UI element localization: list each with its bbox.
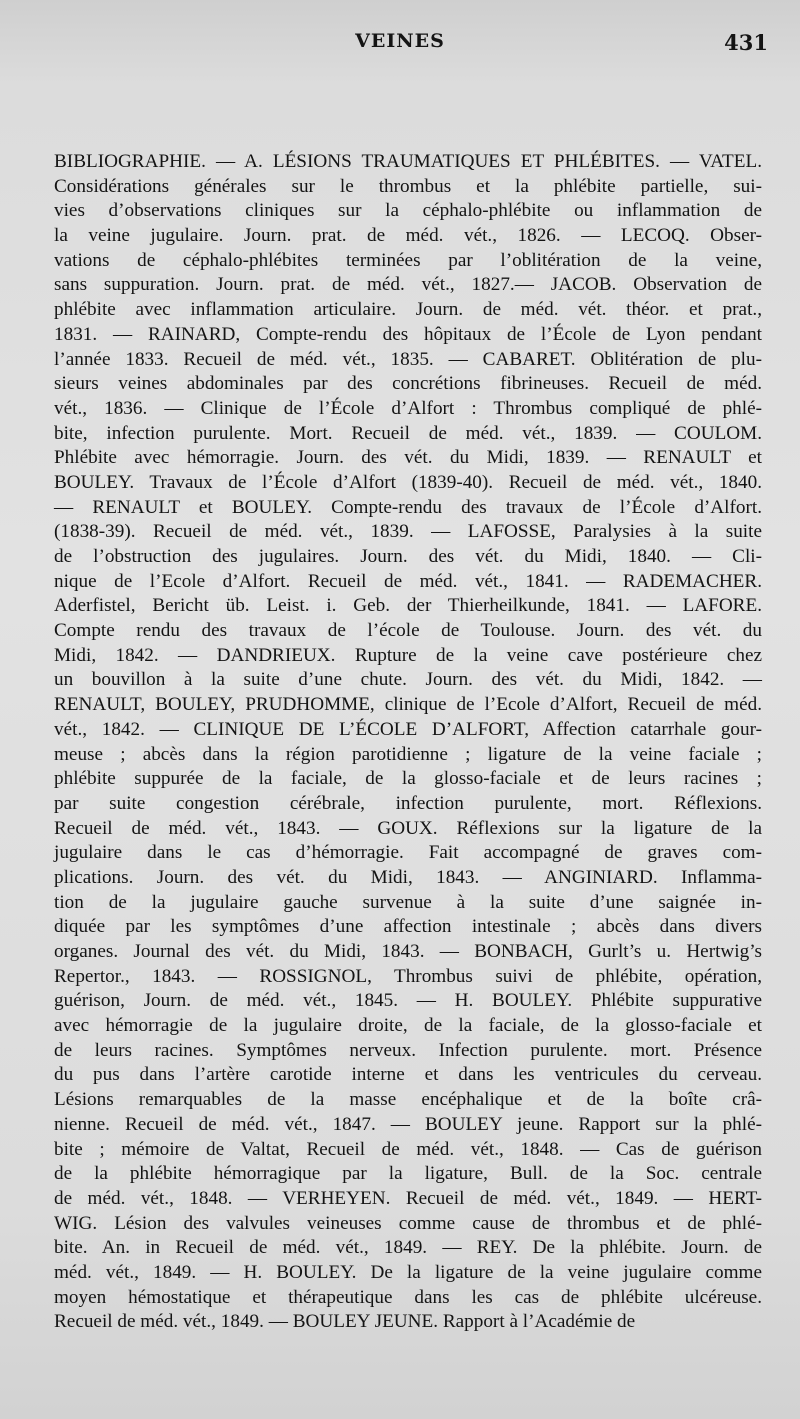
text-line: de la phlébite hémorragique par la ligature, Bull. de la Soc. centrale <box>54 1163 762 1185</box>
text-line: l’année 1833. Recueil de méd. vét., 1835. — CABARET. Oblitération de plu- <box>54 348 762 370</box>
text-line: vét., 1842. — CLINIQUE DE L’ÉCOLE D’ALFORT, Affection catarrhale gour- <box>54 718 762 740</box>
text-line: WIG. Lésion des valvules veineuses comme cause de thrombus et de phlé- <box>54 1212 762 1234</box>
text-line: un bouvillon à la suite d’une chute. Journ. des vét. du Midi, 1842. — <box>54 669 762 691</box>
text-line: diquée par les symptômes d’une affection intestinale ; abcès dans divers <box>54 916 762 938</box>
text-line: plications. Journ. des vét. du Midi, 1843. — ANGINIARD. Inflamma- <box>54 866 762 888</box>
text-line: Considérations générales sur le thrombus et la phlébite partielle, sui- <box>54 175 762 197</box>
text-line: Repertor., 1843. — ROSSIGNOL, Thrombus suivi de phlébite, opération, <box>54 965 762 987</box>
text-line: phlébite suppurée de la faciale, de la glosso-faciale et de leurs racines ; <box>54 768 762 790</box>
text-line: guérison, Journ. de méd. vét., 1845. — H. BOULEY. Phlébite suppurative <box>54 990 762 1012</box>
text-line: vations de céphalo-phlébites terminées par l’oblitération de la veine, <box>54 249 762 271</box>
text-line: de leurs racines. Symptômes nerveux. Infection purulente. mort. Présence <box>54 1039 762 1061</box>
text-line: par suite congestion cérébrale, infection purulente, mort. Réflexions. <box>54 792 762 814</box>
text-line: vies d’observations cliniques sur la céphalo-phlébite ou inflammation de <box>54 200 762 222</box>
page-header <box>0 30 800 60</box>
bibliography-text <box>54 150 762 1335</box>
text-line: BIBLIOGRAPHIE. — A. LÉSIONS TRAUMATIQUES ET PHLÉBITES. — VATEL. <box>54 151 762 172</box>
text-line: (1838-39). Recueil de méd. vét., 1839. — LAFOSSE, Paralysies à la suite <box>54 521 762 543</box>
text-line: 1831. — RAINARD, Compte-rendu des hôpitaux de l’École de Lyon pendant <box>54 323 762 345</box>
text-line: tion de la jugulaire gauche survenue à la suite d’une saignée in- <box>54 891 762 913</box>
text-line: Recueil de méd. vét., 1849. — BOULEY JEUNE. Rapport à l’Académie de <box>54 1311 636 1333</box>
text-line: moyen hémostatique et thérapeutique dans les cas de phlébite ulcéreuse. <box>54 1286 762 1308</box>
text-line: Recueil de méd. vét., 1843. — GOUX. Réflexions sur la ligature de la <box>54 817 762 839</box>
text-line: Midi, 1842. — DANDRIEUX. Rupture de la veine cave postérieure chez <box>54 644 762 666</box>
text-line: de méd. vét., 1848. — VERHEYEN. Recueil de méd. vét., 1849. — HERT- <box>54 1187 762 1209</box>
text-line: bite, infection purulente. Mort. Recueil de méd. vét., 1839. — COULOM. <box>54 422 762 444</box>
page-number: 431 <box>724 30 768 55</box>
text-line: meuse ; abcès dans la région parotidienne ; ligature de la veine faciale ; <box>54 743 762 765</box>
text-line: méd. vét., 1849. — H. BOULEY. De la ligature de la veine jugulaire comme <box>54 1261 762 1283</box>
text-line: vét., 1836. — Clinique de l’École d’Alfort : Thrombus compliqué de phlé- <box>54 397 762 419</box>
running-title: VEINES <box>355 30 445 52</box>
text-line: jugulaire dans le cas d’hémorragie. Fait accompagné de graves com- <box>54 842 762 864</box>
text-line: Lésions remarquables de la masse encéphalique et de la boîte crâ- <box>54 1089 762 1111</box>
text-line: de l’obstruction des jugulaires. Journ. des vét. du Midi, 1840. — Cli- <box>54 546 762 567</box>
text-line: Compte rendu des travaux de l’école de Toulouse. Journ. des vét. du <box>54 620 762 642</box>
text-line: Phlébite avec hémorragie. Journ. des vét. du Midi, 1839. — RENAULT et <box>54 447 762 469</box>
text-line: bite ; mémoire de Valtat, Recueil de méd. vét., 1848. — Cas de guérison <box>54 1138 762 1160</box>
text-line: nique de l’Ecole d’Alfort. Recueil de méd. vét., 1841. — RADEMACHER. <box>54 570 762 592</box>
text-line: organes. Journal des vét. du Midi, 1843. — BONBACH, Gurlt’s u. Hertwig’s <box>54 941 762 962</box>
text-line: avec hémorragie de la jugulaire droite, de la faciale, de la glosso-faciale et <box>54 1015 762 1037</box>
text-line: bite. An. in Recueil de méd. vét., 1849. — REY. De la phlébite. Journ. de <box>54 1237 762 1259</box>
text-line: la veine jugulaire. Journ. prat. de méd. vét., 1826. — LECOQ. Obser- <box>54 225 762 247</box>
text-line: Aderfistel, Bericht üb. Leist. i. Geb. der Thierheilkunde, 1841. — LAFORE. <box>54 595 762 617</box>
text-line: RENAULT, BOULEY, PRUDHOMME, clinique de l’Ecole d’Alfort, Recueil de méd. <box>54 694 762 716</box>
text-line: nienne. Recueil de méd. vét., 1847. — BOULEY jeune. Rapport sur la phlé- <box>54 1113 762 1135</box>
text-line: — RENAULT et BOULEY. Compte-rendu des travaux de l’École d’Alfort. <box>54 496 762 518</box>
text-line: sans suppuration. Journ. prat. de méd. vét., 1827.— JACOB. Observation de <box>54 274 762 296</box>
text-line: du pus dans l’artère carotide interne et dans les ventricules du cerveau. <box>54 1064 762 1086</box>
text-line: BOULEY. Travaux de l’École d’Alfort (1839-40). Recueil de méd. vét., 1840. <box>54 471 762 493</box>
text-line: sieurs veines abdominales par des concrétions fibrineuses. Recueil de méd. <box>54 373 762 395</box>
text-line: phlébite avec inflammation articulaire. Journ. de méd. vét. théor. et prat., <box>54 299 762 321</box>
